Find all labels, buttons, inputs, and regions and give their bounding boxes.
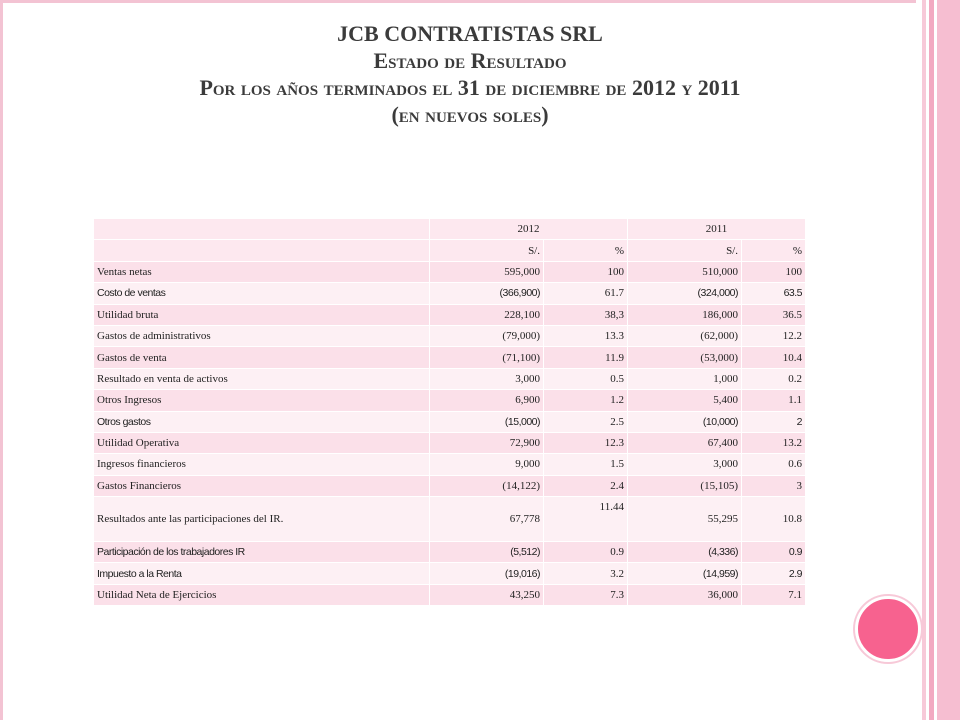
statement-period: Por los años terminados el 31 de diciembre de 2012 y 2011 — [199, 75, 741, 100]
year-2011-header: 2011 — [628, 219, 806, 240]
table-row — [94, 497, 806, 542]
table-row — [94, 542, 806, 563]
percent-2011: 13.2 — [742, 432, 806, 453]
row-label: Gastos Financieros — [94, 475, 430, 496]
table-row — [94, 261, 806, 282]
table-row — [94, 347, 806, 368]
row-label: Gastos de venta — [94, 347, 430, 368]
amount-2012: (19,016) — [430, 563, 544, 584]
amount-2012: (79,000) — [430, 325, 544, 346]
percent-2011: 2.9 — [742, 563, 806, 584]
amount-2011: 510,000 — [628, 261, 742, 282]
decorative-circle — [855, 596, 921, 662]
amount-2012: 9,000 — [430, 454, 544, 475]
income-statement-table — [93, 218, 806, 606]
percent-2012: 11.9 — [544, 347, 628, 368]
amount-2011: (53,000) — [628, 347, 742, 368]
percent-2011: 7.1 — [742, 584, 806, 605]
row-label: Utilidad Operativa — [94, 432, 430, 453]
percent-2011: 36.5 — [742, 304, 806, 325]
amount-2011: 186,000 — [628, 304, 742, 325]
amount-2011: (14,959) — [628, 563, 742, 584]
row-label: Costo de ventas — [94, 283, 430, 304]
percent-2012: 1.5 — [544, 454, 628, 475]
percent-2012: 100 — [544, 261, 628, 282]
amount-2012: (366,900) — [430, 283, 544, 304]
percent-2012: 2.5 — [544, 411, 628, 432]
row-label: Otros Ingresos — [94, 390, 430, 411]
percent-2011: 3 — [742, 475, 806, 496]
currency-header-2012: S/. — [430, 240, 544, 261]
percent-2012: 3.2 — [544, 563, 628, 584]
table-row — [94, 368, 806, 389]
percent-2012: 12.3 — [544, 432, 628, 453]
percent-2011: 0.6 — [742, 454, 806, 475]
table-row — [94, 563, 806, 584]
amount-2012: (5,512) — [430, 542, 544, 563]
row-label: Ingresos financieros — [94, 454, 430, 475]
amount-2012: (14,122) — [430, 475, 544, 496]
amount-2011: (4,336) — [628, 542, 742, 563]
amount-2012: (15,000) — [430, 411, 544, 432]
percent-2012: 7.3 — [544, 584, 628, 605]
amount-2011: (324,000) — [628, 283, 742, 304]
percent-2012: 0.5 — [544, 368, 628, 389]
table-row — [94, 475, 806, 496]
percent-2011: 2 — [742, 411, 806, 432]
amount-2011: (62,000) — [628, 325, 742, 346]
table-row — [94, 411, 806, 432]
amount-2011: 5,400 — [628, 390, 742, 411]
header-blank — [94, 219, 430, 240]
percent-2012: 61.7 — [544, 283, 628, 304]
statement-currency: (en nuevos soles) — [391, 102, 549, 127]
percent-2012: 2.4 — [544, 475, 628, 496]
year-header-row — [94, 219, 806, 240]
subheader-row — [94, 240, 806, 261]
row-label: Ventas netas — [94, 261, 430, 282]
percent-2012: 0.9 — [544, 542, 628, 563]
amount-2012: 3,000 — [430, 368, 544, 389]
amount-2012: (71,100) — [430, 347, 544, 368]
percent-2011: 100 — [742, 261, 806, 282]
row-label: Impuesto a la Renta — [94, 563, 430, 584]
amount-2011: 55,295 — [628, 497, 742, 542]
percent-2012: 13.3 — [544, 325, 628, 346]
stripe-mid — [929, 0, 934, 720]
amount-2011: (15,105) — [628, 475, 742, 496]
statement-title: Estado de Resultado — [373, 48, 567, 73]
percent-2011: 10.8 — [742, 497, 806, 542]
row-label: Resultado en venta de activos — [94, 368, 430, 389]
percent-2011: 12.2 — [742, 325, 806, 346]
row-label: Resultados ante las participaciones del IR. — [94, 497, 430, 542]
stripe-thin — [922, 0, 926, 720]
amount-2012: 67,778 — [430, 497, 544, 542]
percent-2012: 38,3 — [544, 304, 628, 325]
row-label: Participación de los trabajadores IR — [94, 542, 430, 563]
percent-2011: 0.2 — [742, 368, 806, 389]
row-label: Otros gastos — [94, 411, 430, 432]
amount-2012: 6,900 — [430, 390, 544, 411]
percent-2011: 63.5 — [742, 283, 806, 304]
amount-2011: 36,000 — [628, 584, 742, 605]
amount-2011: 67,400 — [628, 432, 742, 453]
percent-2012: 1.2 — [544, 390, 628, 411]
table-row — [94, 283, 806, 304]
percent-header-2011: % — [742, 240, 806, 261]
decorative-stripes — [920, 0, 960, 720]
table-row — [94, 304, 806, 325]
row-label: Gastos de administrativos — [94, 325, 430, 346]
percent-header-2012: % — [544, 240, 628, 261]
table-row — [94, 584, 806, 605]
percent-2012: 11.44 — [544, 497, 628, 542]
amount-2012: 43,250 — [430, 584, 544, 605]
table-row — [94, 325, 806, 346]
row-label: Utilidad bruta — [94, 304, 430, 325]
table-row — [94, 454, 806, 475]
amount-2011: (10,000) — [628, 411, 742, 432]
subheader-blank — [94, 240, 430, 261]
percent-2011: 10.4 — [742, 347, 806, 368]
table-row — [94, 390, 806, 411]
stripe-wide — [937, 0, 960, 720]
row-label: Utilidad Neta de Ejercicios — [94, 584, 430, 605]
amount-2011: 1,000 — [628, 368, 742, 389]
amount-2012: 228,100 — [430, 304, 544, 325]
company-name: JCB CONTRATISTAS SRL — [337, 21, 603, 46]
slide-title — [40, 20, 900, 128]
amount-2011: 3,000 — [628, 454, 742, 475]
percent-2011: 1.1 — [742, 390, 806, 411]
currency-header-2011: S/. — [628, 240, 742, 261]
year-2012-header: 2012 — [430, 219, 628, 240]
percent-2011: 0.9 — [742, 542, 806, 563]
table-row — [94, 432, 806, 453]
amount-2012: 72,900 — [430, 432, 544, 453]
amount-2012: 595,000 — [430, 261, 544, 282]
